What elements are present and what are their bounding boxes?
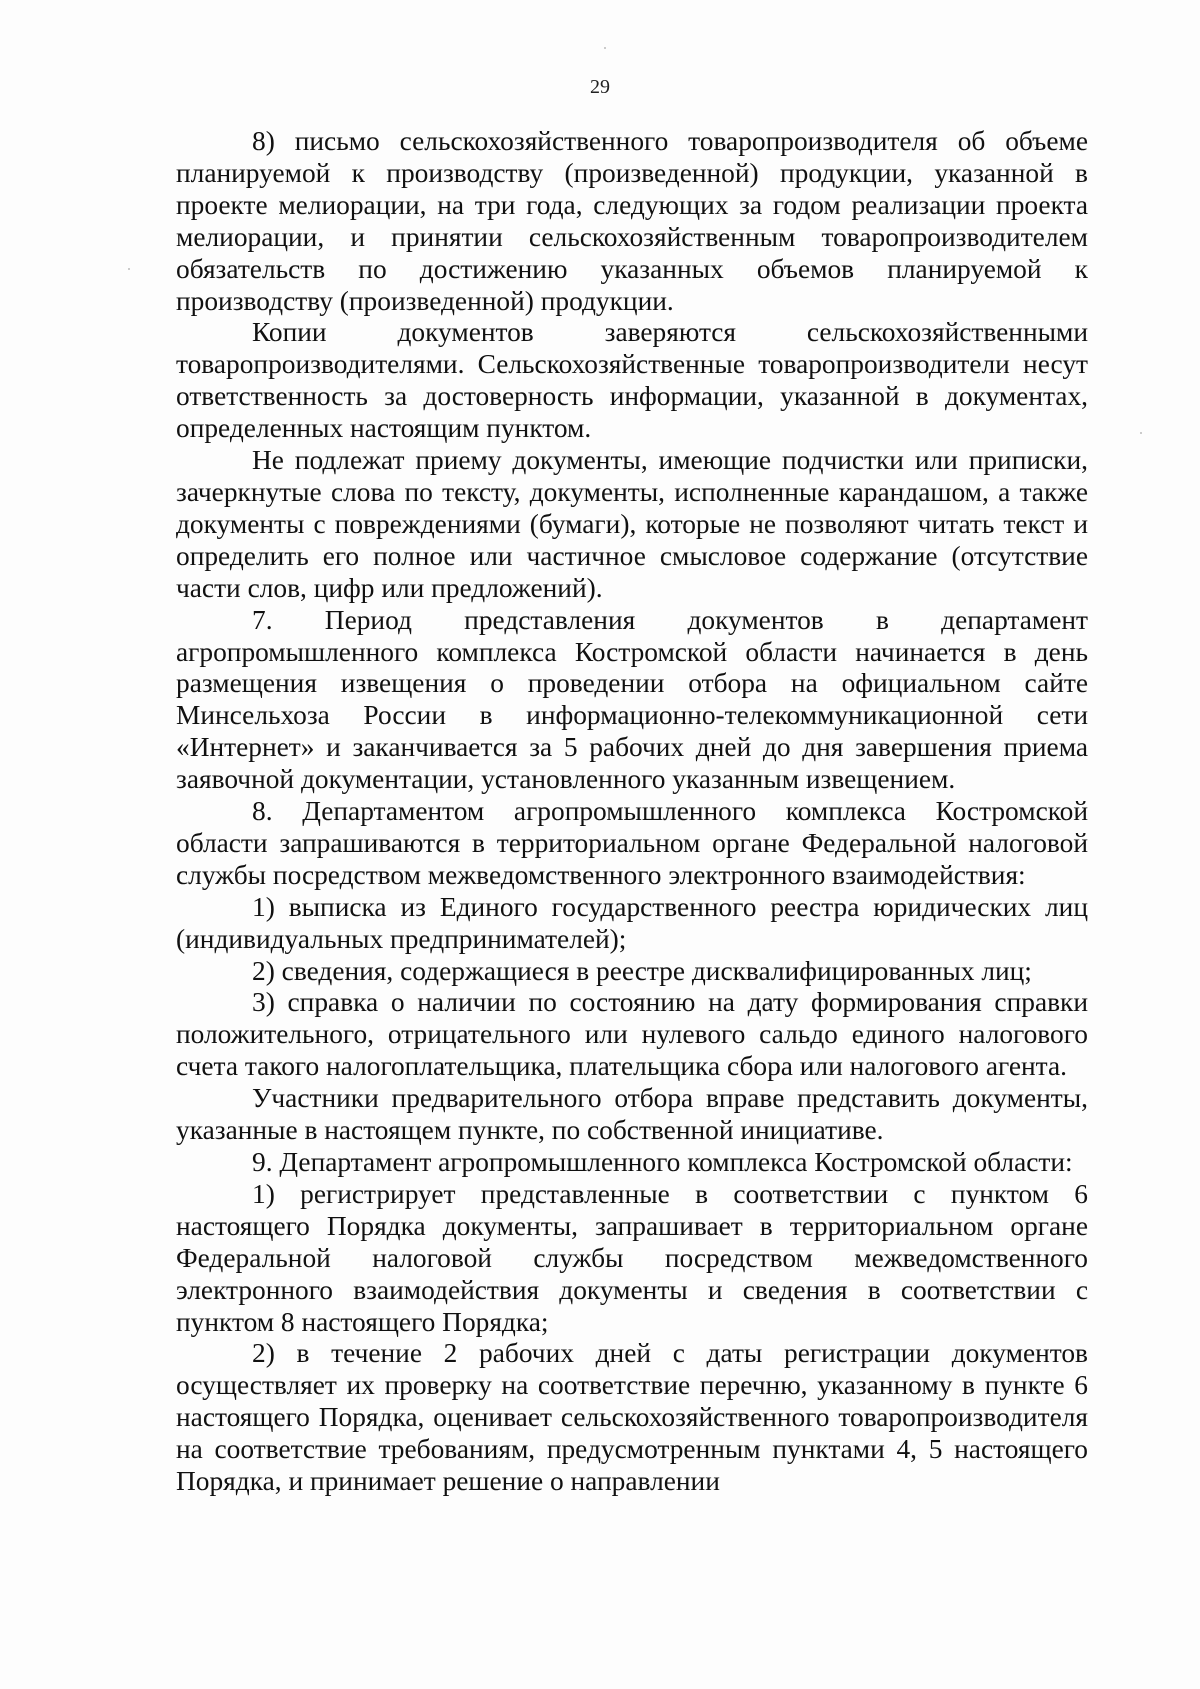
paragraph-clause-8: 8. Департаментом агропромышленного комплекса Костромской области запрашиваются в территориальном органе Федеральной налоговой службы посредством межведомственного электронного взаимодействия:	[176, 796, 1088, 890]
paragraph-clause-8-item-1: 1) выписка из Единого государственного реестра юридических лиц (индивидуальных предпринимателей);	[176, 891, 1088, 954]
paragraph-participants-initiative: Участники предварительного отбора вправе представить документы, указанные в настоящем пункте, по собственной инициативе.	[176, 1083, 1088, 1146]
paragraph-rejected-documents: Не подлежат приему документы, имеющие подчистки или приписки, зачеркнутые слова по тексту, документы, исполненные карандашом, а также документы с повреждениями (бумаги), которые не позволяют читать текст и определить его полное или частичное смысловое содержание (отсутствие части слов, цифр или предложений).	[176, 445, 1088, 603]
document-body	[176, 126, 1088, 1498]
paragraph-clause-9-item-2: 2) в течение 2 рабочих дней с даты регистрации документов осуществляет их проверку на соответствие перечню, указанному в пункте 6 настоящего Порядка, оценивает сельскохозяйственного товаропроизводителя на соответствие требованиям, предусмотренным пунктами 4, 5 настоящего Порядка, и принимает решение о направлении	[176, 1338, 1088, 1497]
paragraph-item-8-letter: 8) письмо сельскохозяйственного товаропроизводителя об объеме планируемой к производству (произведенной) продукции, указанной в проекте мелиорации, на три года, следующих за годом реализации проекта мелиорации, и принятии сельскохозяйственным товаропроизводителем обязательств по достижению указанных объемов планируемой к производству (произведенной) продукции.	[176, 126, 1088, 316]
paragraph-clause-8-item-3: 3) справка о наличии по состоянию на дату формирования справки положительного, отрицательного или нулевого сальдо единого налогового счета такого налогоплательщика, плательщика сбора или налогового агента.	[176, 987, 1088, 1082]
paragraph-clause-8-item-2: 2) сведения, содержащиеся в реестре дисквалифицированных лиц;	[252, 955, 1032, 986]
scan-speck	[128, 268, 130, 270]
scan-speck	[1140, 432, 1142, 434]
paragraph-clause-7: 7. Период представления документов в департамент агропромышленного комплекса Костромской области начинается в день размещения извещения о проведении отбора на официальном сайте Минсельхоза России в информационно-телекоммуникационной сети «Интернет» и заканчивается за 5 рабочих дней до дня завершения приема заявочной документации, установленного указанным извещением.	[176, 604, 1088, 795]
paragraph-clause-9-item-1: 1) регистрирует представленные в соответствии с пунктом 6 настоящего Порядка документы, запрашивает в территориальном органе Федеральной налоговой службы посредством межведомственного электронного взаимодействия документы и сведения в соответствии с пунктом 8 настоящего Порядка;	[176, 1178, 1088, 1337]
page-number: 29	[590, 76, 610, 98]
paragraph-copies-certification: Копии документов заверяются сельскохозяйственными товаропроизводителями. Сельскохозяйственные товаропроизводители несут ответственность за достоверность информации, указанной в документах, определенных настоящим пунктом.	[176, 317, 1088, 444]
scan-speck	[604, 47, 606, 49]
paragraph-clause-9: 9. Департамент агропромышленного комплекса Костромской области:	[252, 1147, 1073, 1177]
